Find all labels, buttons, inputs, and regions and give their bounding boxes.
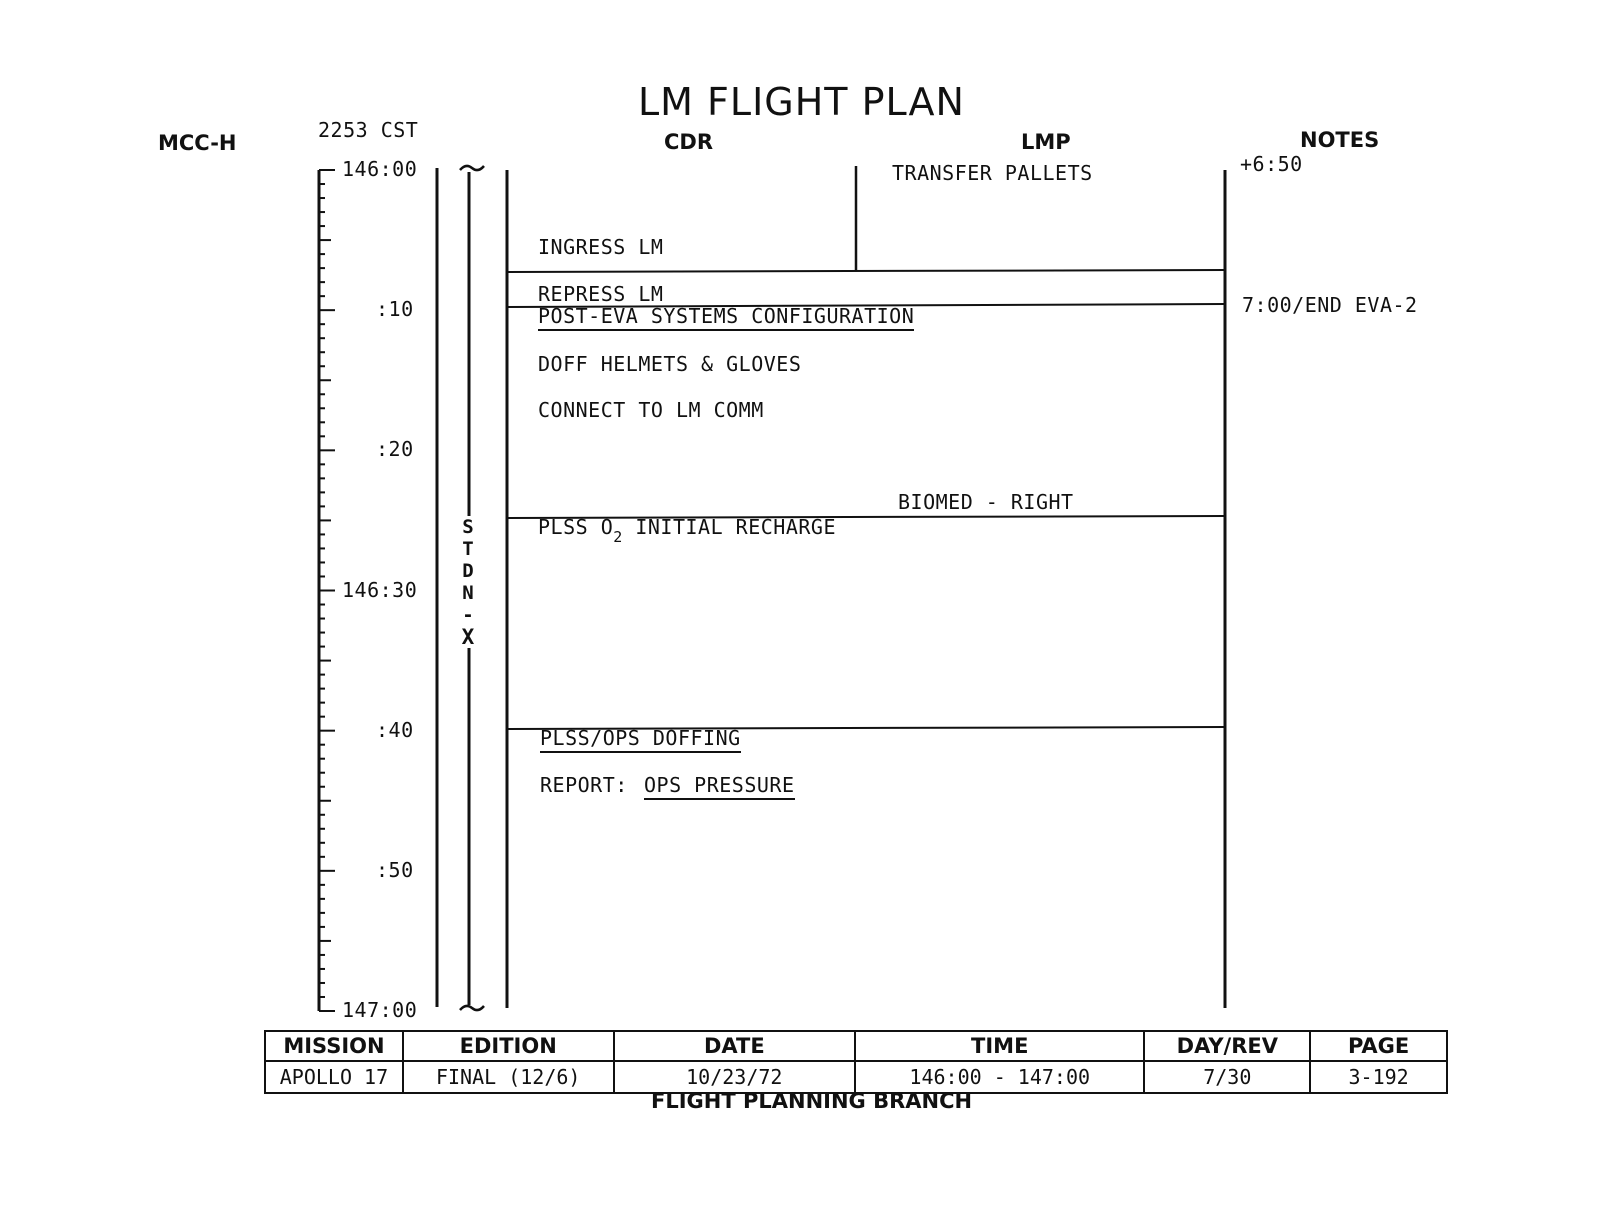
footer-value-date: 10/23/72 xyxy=(614,1061,856,1093)
time-label: 146:00 xyxy=(342,157,418,181)
footer-value-time: 146:00 - 147:00 xyxy=(855,1061,1144,1093)
activity-biomed: BIOMED - RIGHT xyxy=(898,490,1074,514)
page-title: LM FLIGHT PLAN xyxy=(638,80,965,124)
station-letter: X xyxy=(461,625,475,649)
station-vertical-label xyxy=(460,516,476,648)
station-letter: N xyxy=(462,582,474,604)
station-letter: - xyxy=(462,604,474,626)
footer-header-mission: MISSION xyxy=(265,1031,403,1061)
plss-recharge-suffix: INITIAL RECHARGE xyxy=(622,515,836,539)
activity-repress-lm: REPRESS LM xyxy=(538,282,664,306)
footer-header-edition: EDITION xyxy=(403,1031,614,1061)
time-label: :10 xyxy=(376,297,414,322)
footer-value-dayrev: 7/30 xyxy=(1144,1061,1310,1093)
column-header-notes: NOTES xyxy=(1300,128,1380,152)
time-cst-label: 2253 CST xyxy=(318,118,419,142)
activity-report-label: REPORT: xyxy=(540,773,628,797)
note-end-eva: 7:00/END EVA-2 xyxy=(1242,293,1418,317)
note-plus-650: +6:50 xyxy=(1240,152,1303,176)
plss-recharge-subscript: 2 xyxy=(613,528,623,546)
time-label: :40 xyxy=(376,717,414,742)
time-label: 147:00 xyxy=(342,998,418,1022)
time-label: :20 xyxy=(376,437,414,462)
footer-header-date: DATE xyxy=(614,1031,856,1061)
column-header-cdr: CDR xyxy=(664,130,714,154)
column-header-lmp: LMP xyxy=(1021,130,1071,154)
station-letter: T xyxy=(462,538,474,560)
activity-post-eva-config: POST-EVA SYSTEMS CONFIGURATION xyxy=(538,304,914,331)
time-label: :50 xyxy=(376,857,414,882)
footer-value-page: 3-192 xyxy=(1310,1061,1447,1093)
plss-recharge-text: PLSS O xyxy=(538,515,614,539)
activity-plss-recharge xyxy=(538,515,836,546)
footer-header-row xyxy=(265,1031,1447,1061)
bracket-bottom-squiggle xyxy=(460,1006,484,1010)
activity-plss-ops-doffing: PLSS/OPS DOFFING xyxy=(540,726,741,753)
footer-value-mission: APOLLO 17 xyxy=(265,1061,403,1093)
footer-header-dayrev: DAY/REV xyxy=(1144,1031,1310,1061)
activity-doff-helmets: DOFF HELMETS & GLOVES xyxy=(538,352,802,376)
footer-header-page: PAGE xyxy=(1310,1031,1447,1061)
activity-connect-comm: CONNECT TO LM COMM xyxy=(538,398,764,422)
activity-report-value: OPS PRESSURE xyxy=(644,773,795,800)
footer-table xyxy=(264,1030,1448,1094)
bracket-top-squiggle xyxy=(460,166,484,170)
footer-value-edition: FINAL (12/6) xyxy=(403,1061,614,1093)
footer-branch: FLIGHT PLANNING BRANCH xyxy=(651,1089,973,1113)
station-letter: S xyxy=(462,516,474,538)
footer-header-time: TIME xyxy=(855,1031,1144,1061)
time-label: 146:30 xyxy=(342,577,418,602)
activity-divider-ingress xyxy=(507,270,1225,272)
activity-transfer-pallets: TRANSFER PALLETS xyxy=(892,161,1093,185)
station-label: MCC-H xyxy=(158,131,237,155)
activity-ingress-lm: INGRESS LM xyxy=(538,235,664,259)
station-letter: D xyxy=(462,560,474,582)
